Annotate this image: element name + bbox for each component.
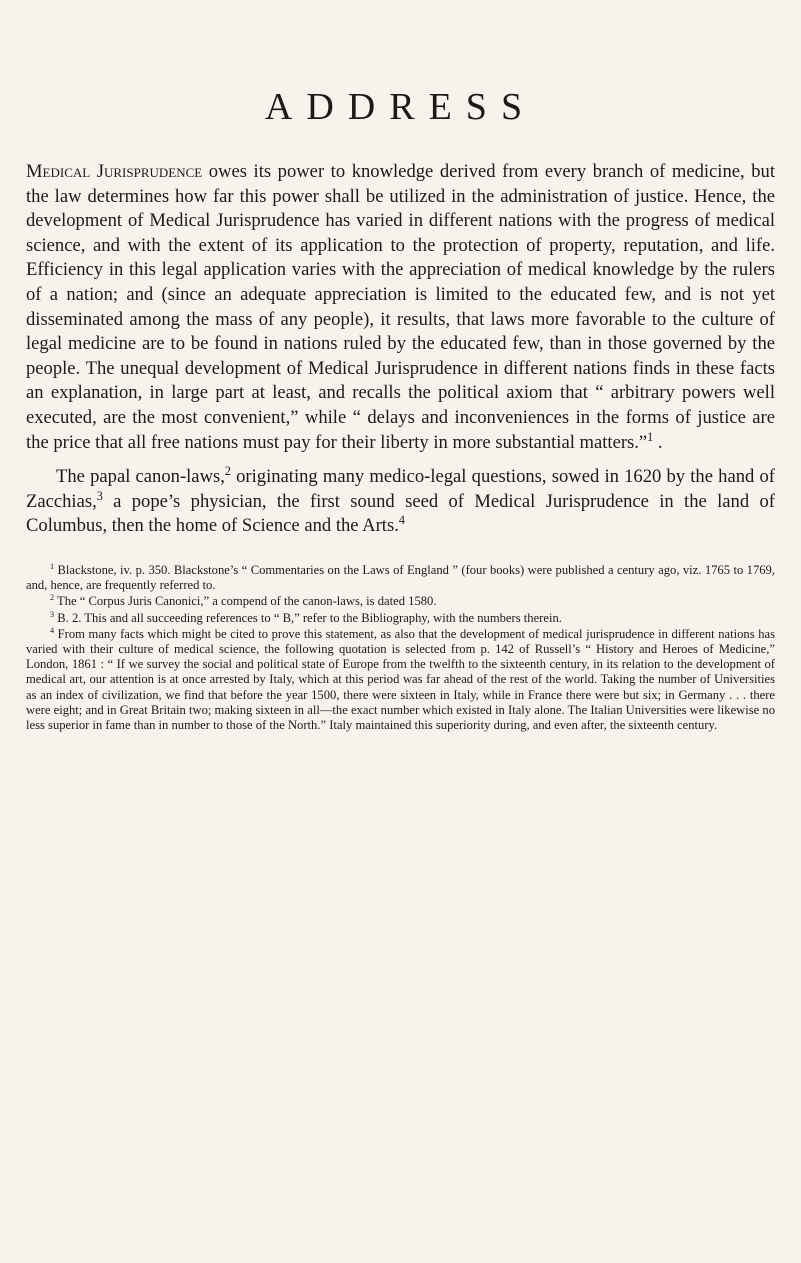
paragraph-text: owes its power to knowledge derived from every branch of medicine, but the law determines how far this power shall be utilized in the administration of justice. Hence, the development of Medical Jurisprudence has varied in different nations with the progress of medical science, and with the extent of its application to the protection of property, reputation, and life. Efficiency in this legal application varies with the appreciation of medical knowledge by the rulers of a nation; and (since an adequate appreciation is limited to the educated few, and is not yet disseminated among the mass of any people), it results, that laws more favorable to the culture of legal medicine are to be found in nations ruled by the educated few, than in those governed by the people. The unequal development of Medical Jurisprudence in different nations finds in these facts an explanation, in large part at least, and recalls the political axiom that “ arbitrary powers well executed, are the most convenient,” while “ delays and inconveniences in the forms of justice are the price that all free nations must pay for their liberty in more substantial matters.” bbox=[26, 161, 775, 453]
footnote-1 bbox=[26, 563, 775, 593]
footnote-text: Blackstone, iv. p. 350. Blackstone’s “ Commentaries on the Laws of England ” (four books) were published a century ago, viz. 1765 to 1769, and, hence, are frequently referred to. bbox=[26, 562, 775, 593]
footnote-text: The “ Corpus Juris Canonici,” a compend of the canon-laws, is dated 1580. bbox=[54, 594, 437, 609]
paragraph-text: originating many medico-legal questions, sowed in 1620 by the hand of Zacchias, bbox=[26, 466, 775, 512]
footnote-2 bbox=[26, 594, 775, 609]
footnote-number: 3 bbox=[50, 609, 55, 619]
footnote-ref: 2 bbox=[224, 463, 231, 478]
footnote-3 bbox=[26, 611, 775, 626]
page-title: ADDRESS bbox=[264, 86, 537, 128]
paragraph-text: The papal canon-laws, bbox=[56, 466, 225, 488]
paragraph-text: a pope’s physician, the first sound seed of Medical Jurisprudence in the land of Columbus, then the home of Science and the Arts. bbox=[26, 490, 775, 537]
footnote-4 bbox=[26, 627, 775, 733]
footnote-ref: 3 bbox=[96, 488, 103, 503]
footnote-number: 1 bbox=[50, 561, 55, 571]
footnote-number: 4 bbox=[50, 625, 55, 635]
paragraph-1 bbox=[26, 160, 775, 455]
footnote-ref: 1 bbox=[647, 429, 654, 444]
footnote-text: From many facts which might be cited to prove this statement, as also that the development of medical jurisprudence in different nations has varied with their culture of medical science, the following quotation is selected from p. 142 of Russell’s “ History and Heroes of Medicine,” London, 1861 : “ If we survey the social and political state of Europe from the twelfth to the sixteenth century, in its relation to the development of medical art, our attention is at once arrested by Italy, which at this period was far ahead of the rest of the world. Taking the number of Universities as an index of civilization, we find that before the year 1500, there were sixteen in Italy, while in France there were but six; in Germany . . . there were eight; and in Great Britain two; making sixteen in all—the exact number which existed in Italy alone. The Italian Universities were likewise no less superior in fame than in number to those of the North.” Italy maintained this superiority during, and even after, the sixteenth century. bbox=[26, 626, 775, 732]
footnote-number: 2 bbox=[50, 593, 55, 603]
footnote-ref: 4 bbox=[398, 513, 405, 528]
footnotes bbox=[26, 563, 775, 733]
footnote-text: B. 2. This and all succeeding references to “ B,” refer to the Bibliography, with the numbers therein. bbox=[54, 610, 562, 625]
paragraph-2 bbox=[26, 465, 775, 539]
body-text bbox=[26, 160, 775, 539]
paragraph-tail: . bbox=[653, 431, 663, 453]
paragraph-lead: Medical Jurisprudence bbox=[26, 161, 203, 182]
